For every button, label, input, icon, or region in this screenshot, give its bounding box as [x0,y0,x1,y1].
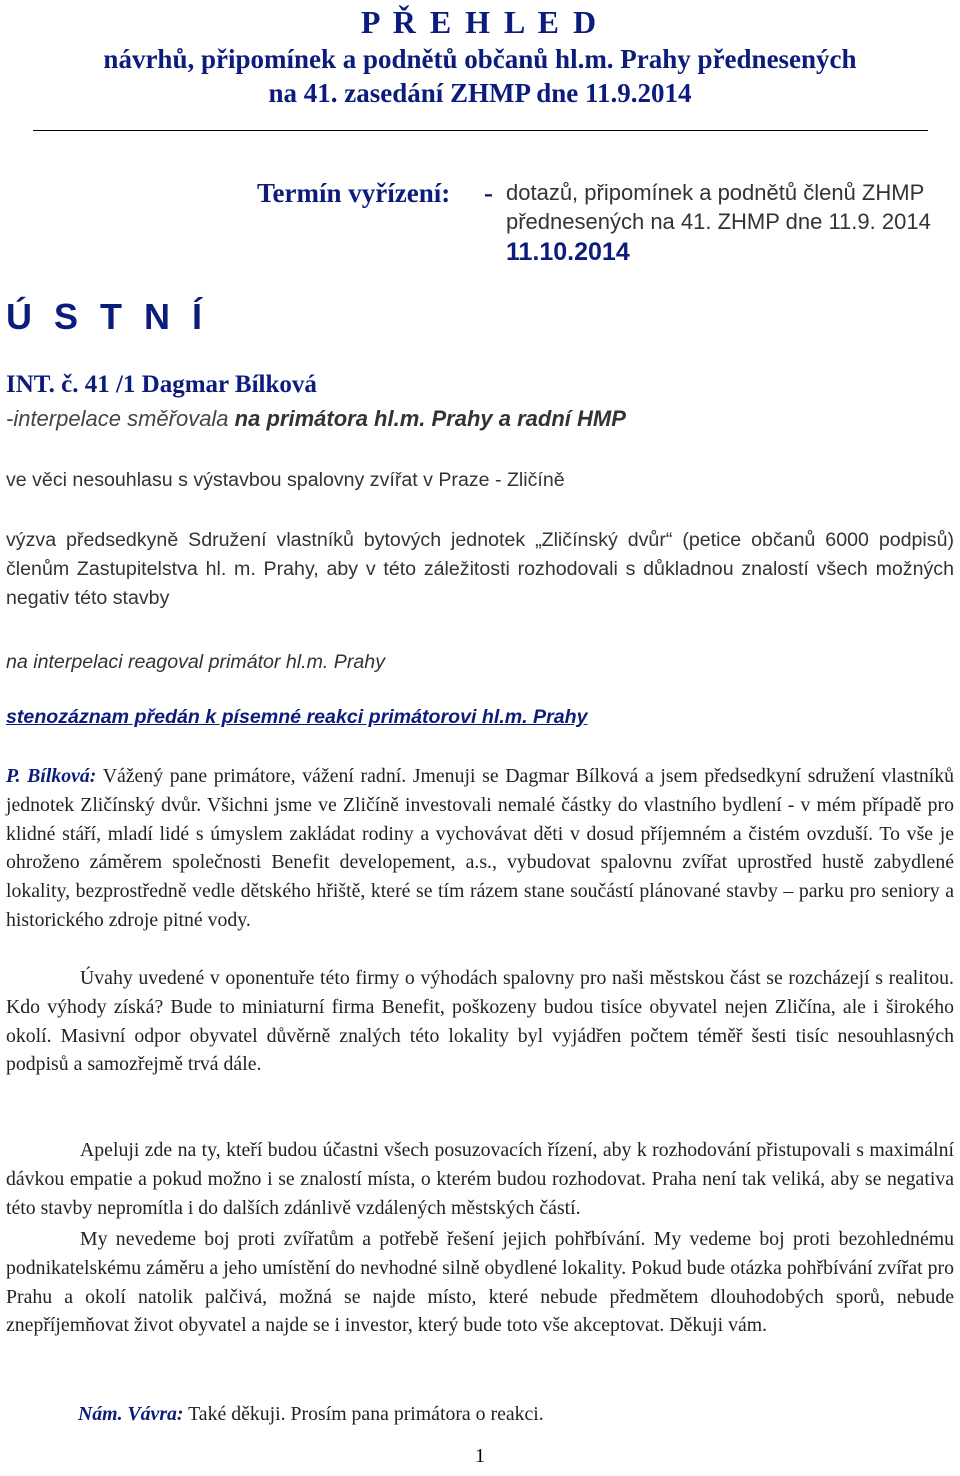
speech-paragraph-1-text: Vážený pane primátore, vážení radní. Jmenuji se Dagmar Bílková a jsem předsedkyní sdružení vlastníků jednotek Zličínský dvůr. Všichni jsme ve Zličíně investovali nemalé částky do vlastního bydlení - v mém případě pro klidné stáří, mladí lidé s úmyslem zakládat rodiny a vychovávat děti v dosud příjemném a čistém ovzduší. To vše je ohroženo záměrem společnosti Benefit developement, a.s., vybudovat spalovnu zvířat uprostřed hustě zabydlené lokality, bezprostředně vedle dětského hřiště, které se tím rázem stane součástí plánované stavby – parku pro seniory a historického zdroje pitné vody. [6,765,954,931]
deadline-dash: - [484,178,493,208]
interpellation-topic: ve věci nesouhlasu s výstavbou spalovny zvířat v Praze - Zličíně [6,469,565,491]
deadline-description-line2: přednesených na 41. ZHMP dne 11.9. 2014 [506,209,931,234]
interpellation-recipient: na primátora hl.m. Prahy a radní HMP [234,406,626,431]
petition-summary: výzva předsedkyně Sdružení vlastníků bytových jednotek „Zličínský dvůr“ (petice občanů 6000 podpisů) členům Zastupitelstva hl. m. Prahy, aby v této záležitosti rozhodovali s důkladnou znalostí všech možných negativ této stavby [6,529,954,609]
speech-paragraph-3: Apeluji zde na ty, kteří budou účastni všech posuzovacích řízení, aby k rozhodování přistupovali s maximální dávkou empatie a pokud možno i se znalostí místa, o kterém budou rozhodovat. Praha není tak veliká, aby se negativa této stavby nepromítla i do dalších zdánlivě vzdálených městských částí. [6,1139,954,1219]
reply-note: na interpelaci reagoval primátor hl.m. Prahy [6,651,385,673]
deadline-date: 11.10.2014 [506,238,630,266]
document-subtitle-line1: návrhů, připomínek a podnětů občanů hl.m. Prahy přednesených [103,44,857,74]
speech-paragraph-4: My nevedeme boj proti zvířatům a potřebě řešení jejich pohřbívání. My vedeme boj proti bezohlednému podnikatelskému záměru a jeho umístění do nevhodné silně obydlené lokality. Pokud bude otázka pohřbívání zvířat pro Prahu a okolí natolik palčivá, možná se najde místo, které nebude předmětem dlouhodobých sporů, nebude znepříjemňovat život obyvatel a najde se i investor, který bude toto vše akceptovat. Děkuji vám. [6,1228,954,1337]
page-number: 1 [475,1445,485,1467]
closing-remark-text: Také děkuji. Prosím pana primátora o reakci. [188,1403,544,1425]
speech-paragraph-2: Úvahy uvedené v oponentuře této firmy o výhodách spalovny pro naši městskou část se rozcházejí s realitou. Kdo výhody získá? Bude to miniaturní firma Benefit, poškozeny budou tisíce obyvatel nejen Zličína, ale i širokého okolí. Masivní odpor obyvatel důvěrně znalých této lokality byl vyjádřen počtem téměř šesti tisíc nesouhlasných podpisů a samozřejmě trvá dále. [6,967,954,1076]
deadline-label: Termín vyřízení: [257,178,451,208]
section-heading: Ú S T N Í [6,296,209,337]
interpellation-target [6,406,626,432]
document-title: P Ř E H L E D [360,4,600,40]
document-subtitle-line2: na 41. zasedání ZHMP dne 11.9.2014 [268,78,692,108]
transcript-note: stenozáznam předán k písemné reakci primátorovi hl.m. Prahy [6,706,588,728]
interpellation-id: INT. č. 41 /1 Dagmar Bílková [6,371,317,398]
speech-paragraph-1 [6,762,954,935]
deadline-description-line1: dotazů, připomínek a podnětů členů ZHMP [506,180,925,205]
interpellation-prefix: -interpelace směřovala [6,406,229,431]
closing-speaker-name: Nám. Vávra: [78,1403,184,1425]
speaker-name: P. Bílková: [6,765,97,787]
header-divider [33,130,928,131]
closing-remark [6,1400,954,1429]
